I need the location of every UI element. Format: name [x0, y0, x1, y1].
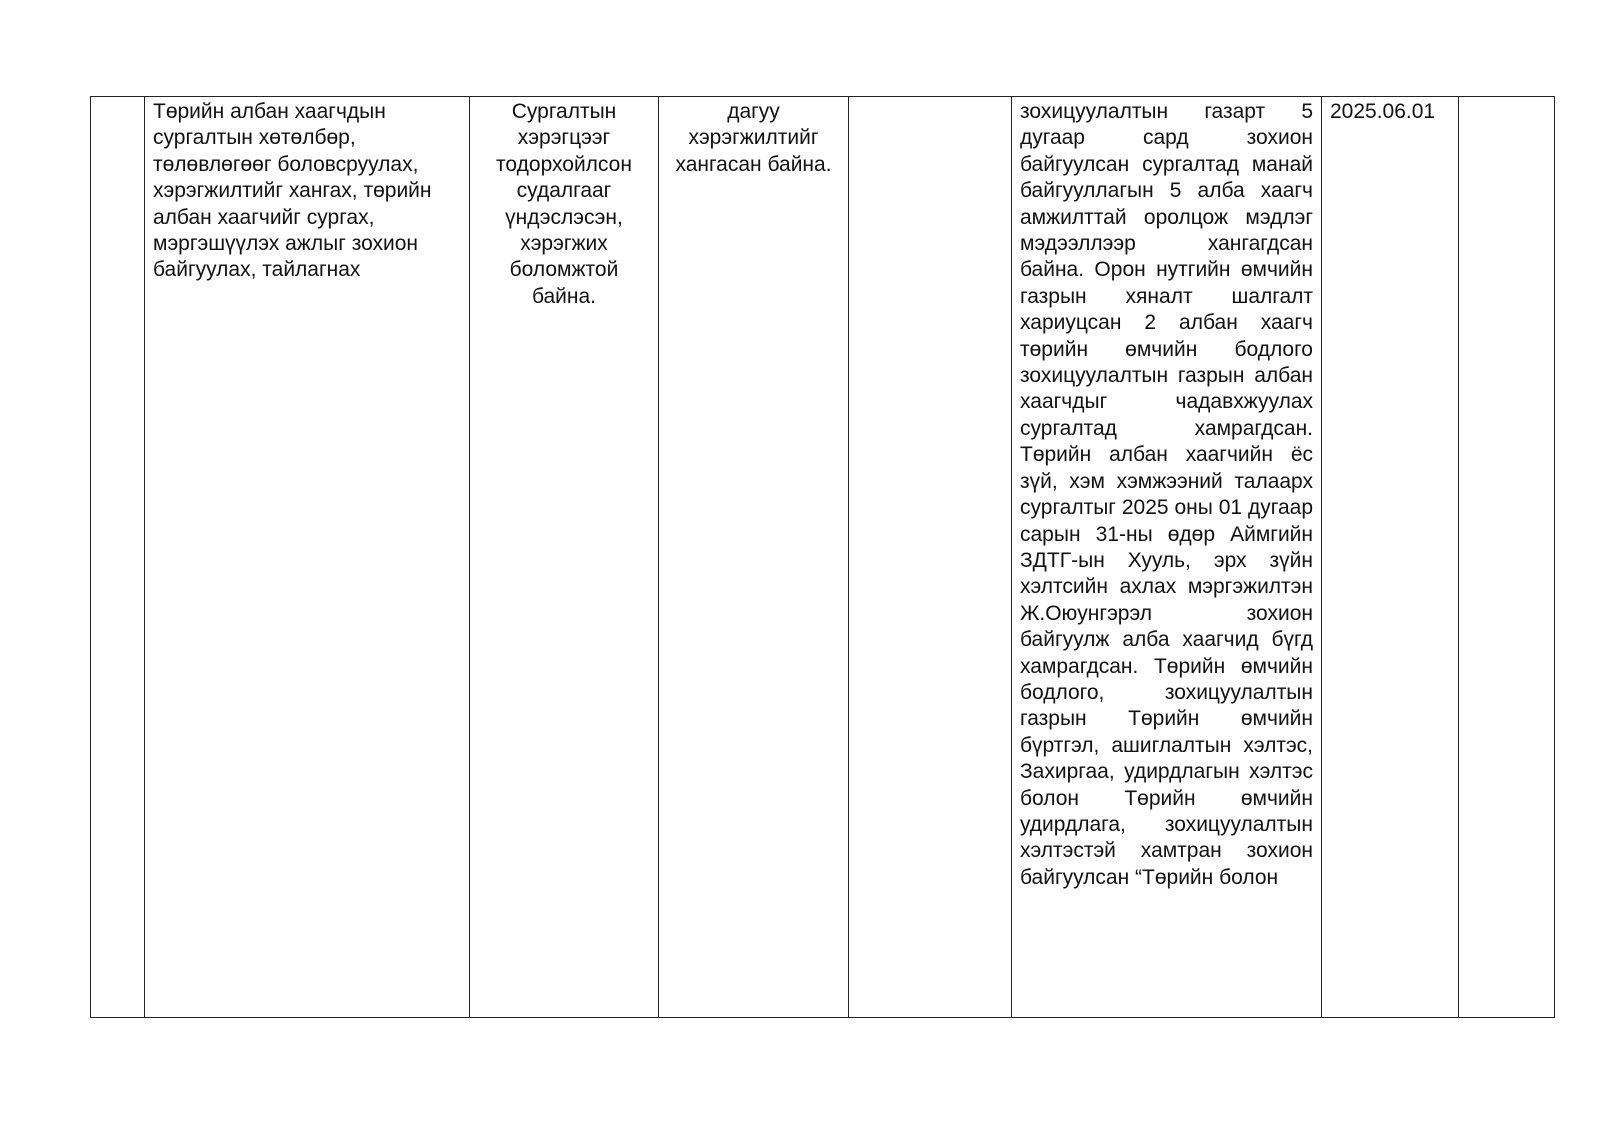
target-cell	[849, 97, 1012, 1018]
measure-cell: Сургалтын хэрэгцээг тодорхойлсон судалгааг үндэслэсэн, хэрэгжих боломжтой байна.	[470, 97, 659, 1018]
date-cell: 2025.06.01	[1322, 97, 1459, 1018]
report-table	[90, 96, 1555, 1018]
criterion-cell: дагуу хэрэгжилтийг хангасан байна.	[659, 97, 849, 1018]
result-cell: зохицуулалтын газарт 5 дугаар сард зохион байгуулсан сургалтад манай байгууллагын 5 алба хаагч амжилттай оролцож мэдлэг мэдээллээр хангагдсан байна. Орон нутгийн өмчийн газрын хяналт шалгалт хариуцсан 2 албан хаагч төрийн өмчийн бодлого зохицуулалтын газрын албан хаагчдыг чадавхжуулах сургалтад хамрагдсан. Төрийн албан хаагчийн ёс зүй, хэм хэмжээний талаарх сургалтыг 2025 оны 01 дугаар сарын 31-ны өдөр Аймгийн ЗДТГ-ын Хууль, эрх зүйн хэлтсийн ахлах мэргэжилтэн Ж.Оюунгэрэл зохион байгуулж алба хаагчид бүгд хамрагдсан. Төрийн өмчийн бодлого, зохицуулалтын газрын Төрийн өмчийн бүртгэл, ашиглалтын хэлтэс, Захиргаа, удирдлагын хэлтэс болон Төрийн өмчийн удирдлага, зохицуулалтын хэлтэстэй хамтран зохион байгуулсан “Төрийн болон	[1012, 97, 1322, 1018]
task-cell: Төрийн албан хаагчдын сургалтын хөтөлбөр, төлөвлөгөөг боловсруулах, хэрэгжилтийг хангах, төрийн албан хаагчийг сургах, мэргэшүүлэх ажлыг зохион байгуулах, тайлагнах	[145, 97, 470, 1018]
table-row	[91, 97, 1555, 1018]
row-number-cell	[91, 97, 145, 1018]
note-cell	[1459, 97, 1555, 1018]
